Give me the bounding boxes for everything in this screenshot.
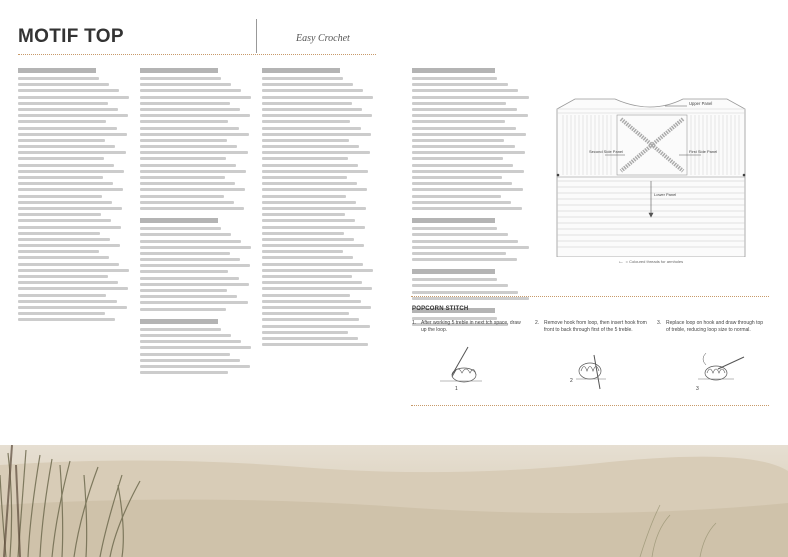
- blurred-text-line: [140, 365, 250, 368]
- blurred-text-line: [262, 250, 343, 253]
- blurred-text-line: [412, 139, 504, 142]
- blurred-text-line: [140, 89, 241, 92]
- blurred-text-line: [140, 252, 230, 255]
- blurred-text-line: [412, 145, 515, 148]
- blurred-text-line: [262, 312, 349, 315]
- figure-number-2: 2: [570, 378, 573, 384]
- blurred-text-line: [262, 244, 364, 247]
- blurred-text-line: [18, 263, 119, 266]
- pattern-page: MOTIF TOP Easy Crochet Upper Panel Second Side Panel First Side Panel Lower Panel ← = Coloured threads for armholes POPCORN STITCH 1. After working 5 treble in next tch space, draw up the loop. 2. Remove hook from loop, then insert hook from front to back through first of the 5 treble. 3. Replace loop on hook and draw through top of treble, reducing loop size to normal. 1 2 3: [0, 0, 788, 445]
- blurred-text-line: [140, 346, 251, 349]
- blurred-text-line: [140, 170, 246, 173]
- blurred-text-line: [262, 188, 367, 191]
- blurred-text-line: [262, 96, 373, 99]
- blurred-text-line: [18, 294, 106, 297]
- blurred-text-line: [140, 340, 241, 343]
- blurred-text-line: [262, 281, 362, 284]
- text-column-2: [140, 68, 252, 382]
- blurred-text-line: [412, 258, 517, 261]
- blurred-text-line: [412, 284, 508, 287]
- blurred-text-line: [412, 170, 524, 173]
- blurred-text-line: [140, 195, 224, 198]
- blurred-text-line: [262, 164, 358, 167]
- blurred-text-line: [140, 283, 249, 286]
- blurred-text-line: [140, 139, 227, 142]
- blurred-text-line: [262, 226, 365, 229]
- blurred-text-line: [140, 246, 251, 249]
- blurred-text-line: [140, 182, 235, 185]
- blurred-text-line: [18, 287, 128, 290]
- blurred-text-line: [412, 83, 508, 86]
- blurred-text-line: [18, 114, 128, 117]
- blurred-text-line: [412, 96, 529, 99]
- blurred-text-line: [140, 114, 250, 117]
- construction-diagram: [555, 97, 747, 257]
- text-column-3: [262, 68, 374, 354]
- blurred-text-line: [140, 270, 228, 273]
- blurred-text-line: [262, 337, 358, 340]
- popcorn-illustration-3: [688, 345, 748, 390]
- blurred-text-line: [18, 238, 110, 241]
- blurred-text-line: [140, 207, 244, 210]
- blurred-text-line: [412, 114, 528, 117]
- blurred-text-line: [262, 300, 361, 303]
- blurred-text-line: [18, 256, 109, 259]
- blurred-text-line: [262, 176, 347, 179]
- blurred-text-line: [412, 195, 501, 198]
- blurred-text-line: [412, 157, 503, 160]
- blurred-heading: [412, 269, 495, 274]
- blurred-text-line: [140, 77, 221, 80]
- blurred-text-line: [262, 213, 345, 216]
- blurred-text-line: [262, 127, 361, 130]
- blurred-text-line: [18, 201, 112, 204]
- blurred-heading: [412, 218, 495, 223]
- text-column-1: [18, 68, 130, 330]
- blurred-text-line: [412, 201, 511, 204]
- blurred-text-line: [412, 108, 517, 111]
- blurred-text-line: [18, 232, 100, 235]
- blurred-text-line: [140, 334, 231, 337]
- blurred-text-line: [140, 233, 231, 236]
- blurred-text-line: [18, 145, 115, 148]
- blurred-text-line: [262, 195, 346, 198]
- blurred-text-line: [412, 164, 513, 167]
- popcorn-bottom-rule: [411, 405, 769, 406]
- popcorn-illustration-1: [430, 345, 490, 390]
- blurred-text-line: [412, 127, 516, 130]
- blurred-text-line: [140, 301, 248, 304]
- blurred-text-line: [140, 127, 239, 130]
- blurred-text-line: [140, 264, 250, 267]
- text-column-4: [412, 68, 530, 334]
- blurred-text-line: [412, 151, 525, 154]
- blurred-text-line: [140, 359, 240, 362]
- blurred-text-line: [262, 145, 359, 148]
- blurred-text-line: [262, 306, 371, 309]
- blurred-text-line: [412, 291, 518, 294]
- figure-number-3: 3: [696, 386, 699, 392]
- blurred-text-line: [412, 120, 505, 123]
- blurred-text-line: [140, 83, 231, 86]
- blurred-text-line: [18, 164, 114, 167]
- blurred-heading: [140, 218, 218, 223]
- blurred-heading: [412, 68, 495, 73]
- blurred-text-line: [262, 77, 343, 80]
- blurred-text-line: [262, 232, 344, 235]
- blurred-text-line: [18, 176, 103, 179]
- blurred-text-line: [140, 201, 234, 204]
- popcorn-top-rule: [411, 296, 769, 297]
- blurred-text-line: [262, 139, 349, 142]
- blurred-text-line: [262, 83, 353, 86]
- label-lower-panel: Lower Panel: [654, 192, 677, 197]
- diagram-note: ← = Coloured threads for armholes: [618, 259, 684, 265]
- blurred-text-line: [412, 133, 526, 136]
- blurred-text-line: [140, 227, 221, 230]
- blurred-text-line: [18, 182, 113, 185]
- blurred-text-line: [262, 170, 368, 173]
- blurred-text-line: [412, 297, 529, 300]
- label-first-side-panel: First Side Panel: [689, 149, 718, 154]
- blurred-text-line: [140, 258, 240, 261]
- blurred-text-line: [262, 108, 362, 111]
- blurred-text-line: [262, 133, 371, 136]
- blurred-text-line: [18, 250, 99, 253]
- blurred-heading: [18, 68, 96, 73]
- blurred-text-line: [140, 188, 245, 191]
- blurred-text-line: [412, 227, 497, 230]
- blurred-text-line: [18, 120, 106, 123]
- blurred-text-line: [140, 120, 228, 123]
- blurred-text-line: [140, 96, 251, 99]
- blurred-text-line: [412, 240, 518, 243]
- blurred-text-line: [18, 207, 122, 210]
- blurred-text-line: [140, 289, 227, 292]
- blurred-text-line: [262, 89, 363, 92]
- blurred-text-line: [262, 151, 370, 154]
- figure-number-1: 1: [455, 386, 458, 392]
- blurred-text-line: [140, 133, 249, 136]
- blurred-text-line: [18, 244, 120, 247]
- blurred-text-line: [412, 233, 508, 236]
- title-divider: [256, 19, 257, 53]
- blurred-text-line: [18, 281, 118, 284]
- blurred-text-line: [18, 89, 119, 92]
- blurred-text-line: [18, 108, 118, 111]
- blurred-text-line: [412, 278, 497, 281]
- blurred-text-line: [412, 207, 522, 210]
- blurred-text-line: [18, 226, 121, 229]
- blurred-text-line: [262, 207, 366, 210]
- blurred-text-line: [18, 300, 117, 303]
- blurred-text-line: [412, 176, 502, 179]
- blurred-text-line: [412, 182, 512, 185]
- blurred-text-line: [140, 108, 240, 111]
- blurred-text-line: [140, 277, 239, 280]
- blurred-text-line: [262, 331, 348, 334]
- blurred-text-line: [18, 77, 99, 80]
- blurred-text-line: [262, 269, 373, 272]
- blurred-text-line: [412, 252, 506, 255]
- blurred-text-line: [140, 371, 228, 374]
- blurred-text-line: [140, 308, 226, 311]
- blurred-text-line: [18, 127, 117, 130]
- blurred-text-line: [262, 256, 353, 259]
- blurred-text-line: [262, 263, 363, 266]
- blurred-text-line: [262, 120, 350, 123]
- page-title: MOTIF TOP: [18, 26, 124, 47]
- blurred-text-line: [140, 295, 237, 298]
- blurred-text-line: [18, 151, 126, 154]
- blurred-text-line: [262, 343, 368, 346]
- blurred-text-line: [18, 213, 101, 216]
- blurred-text-line: [140, 102, 230, 105]
- blurred-text-line: [140, 328, 221, 331]
- blurred-text-line: [18, 133, 127, 136]
- blurred-text-line: [412, 102, 506, 105]
- blurred-text-line: [140, 353, 230, 356]
- blurred-text-line: [140, 176, 225, 179]
- blurred-text-line: [262, 238, 354, 241]
- blurred-text-line: [140, 145, 237, 148]
- blurred-text-line: [140, 157, 226, 160]
- blurred-text-line: [262, 287, 372, 290]
- label-upper-panel: Upper Panel: [689, 101, 713, 106]
- blurred-text-line: [262, 325, 370, 328]
- blurred-text-line: [262, 275, 352, 278]
- blurred-text-line: [18, 83, 109, 86]
- blurred-text-line: [412, 77, 497, 80]
- blurred-text-line: [18, 96, 129, 99]
- blurred-text-line: [262, 318, 359, 321]
- blurred-heading: [262, 68, 340, 73]
- blurred-text-line: [262, 102, 352, 105]
- blurred-text-line: [18, 195, 102, 198]
- diagram-svg: [555, 97, 747, 257]
- blurred-text-line: [18, 170, 124, 173]
- blurred-text-line: [412, 89, 518, 92]
- blurred-heading: [140, 319, 218, 324]
- blurred-text-line: [262, 201, 356, 204]
- popcorn-illustration-2: [560, 345, 620, 390]
- blurred-text-line: [18, 188, 123, 191]
- blurred-text-line: [18, 318, 115, 321]
- blurred-heading: [140, 68, 218, 73]
- header-rule: [18, 54, 376, 55]
- blurred-text-line: [18, 269, 129, 272]
- blurred-text-line: [18, 312, 105, 315]
- blurred-text-line: [140, 151, 248, 154]
- blurred-text-line: [18, 306, 127, 309]
- blurred-text-line: [18, 219, 111, 222]
- blurred-text-line: [140, 164, 236, 167]
- blurred-text-line: [412, 246, 529, 249]
- blurred-text-line: [262, 294, 350, 297]
- blurred-text-line: [18, 102, 108, 105]
- blurred-text-line: [18, 157, 104, 160]
- blurred-text-line: [262, 114, 372, 117]
- blurred-text-line: [412, 188, 523, 191]
- blurred-text-line: [18, 139, 105, 142]
- page-subtitle: Easy Crochet: [296, 33, 350, 44]
- blurred-text-line: [262, 182, 357, 185]
- popcorn-title: POPCORN STITCH: [412, 306, 469, 312]
- beach-photo: [0, 445, 788, 557]
- blurred-text-line: [262, 219, 355, 222]
- label-second-side-panel: Second Side Panel: [589, 149, 624, 154]
- blurred-text-line: [262, 157, 348, 160]
- blurred-text-line: [18, 275, 108, 278]
- blurred-text-line: [140, 240, 241, 243]
